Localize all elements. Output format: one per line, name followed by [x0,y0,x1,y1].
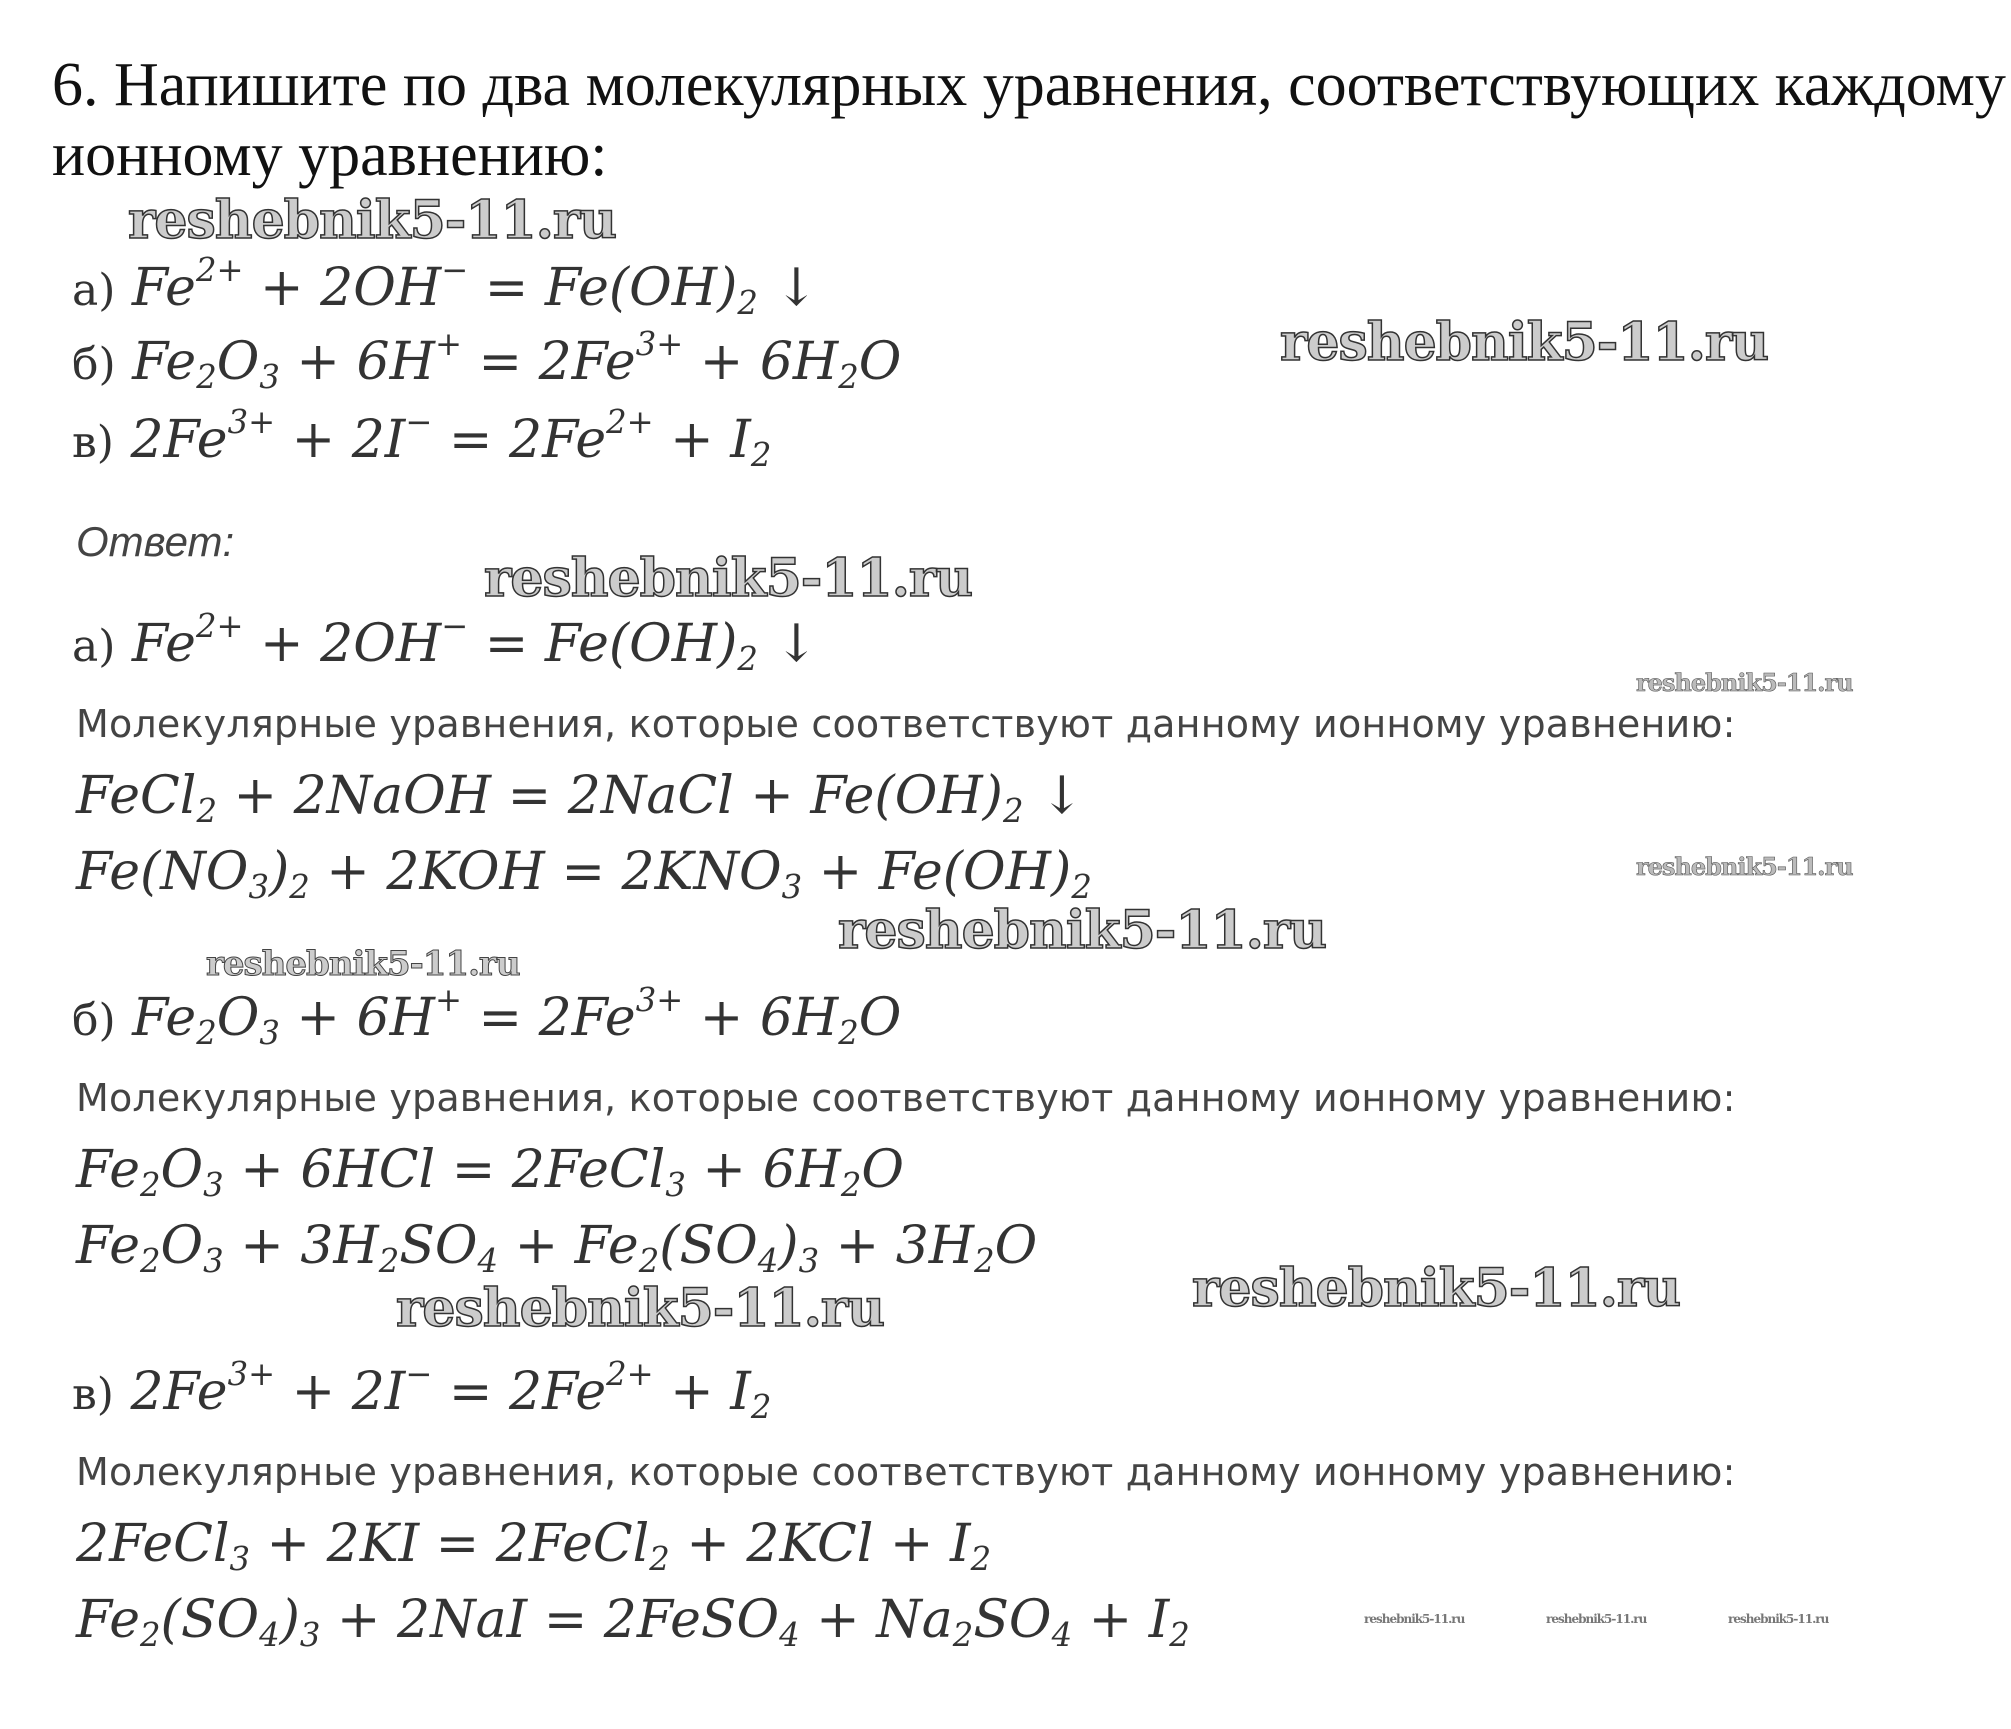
molecular-equation-a2: $Fe(NO_3)_2 + 2KOH = 2KNO_3 + Fe(OH)_2$ [76,842,1092,907]
question-equation-a: а) $Fe^{2+} + 2OH^- = Fe(OH)_2$ ↓ [72,250,819,323]
label-b: б) [72,995,116,1046]
watermark: reshebnik5-11.ru [206,944,520,984]
watermark: reshebnik5-11.ru [1364,1612,1465,1626]
label-v: в) [72,1369,114,1420]
watermark: reshebnik5-11.ru [1728,1612,1829,1626]
molecular-equation-b2: $Fe_2O_3 + 3H_2SO_4 + Fe_2(SO_4)_3 + 3H_2O$ [76,1216,1038,1281]
watermark: reshebnik5-11.ru [1636,852,1853,881]
molecular-intro-v: Молекулярные уравнения, которые соответствуют данному ионному уравнению: [76,1450,1736,1494]
molecular-equation-v2: $Fe_2(SO_4)_3 + 2NaI$ = 2FeSO$_4$ + $Na_2SO_4 + I_2$ [76,1590,1190,1655]
task-text-line1: 6. Напишите по два молекулярных уравнения, соответствующих каждому [52,51,2006,119]
molecular-intro-a: Молекулярные уравнения, которые соответствуют данному ионному уравнению: [76,702,1736,746]
watermark: reshebnik5-11.ru [1280,312,1769,373]
answer-equation-v: в) $2Fe^{3+} + 2I^- = 2Fe^{2+} + I_2$ [72,1354,772,1427]
answer-equation-b: б) $Fe_2O_3 + 6H^+ = 2Fe^{3+} + 6H_2O$ [72,980,902,1053]
molecular-equation-v1: 2FeCl$_3$ + 2KI = 2FeCl$_2$ + $2KCl + I_2$ [76,1514,992,1579]
answer-equation-a: а) $Fe^{2+} + 2OH^- = Fe(OH)_2$ ↓ [72,606,819,679]
label-a: а) [72,265,116,316]
task-text-line2: ионному уравнению: [52,121,608,189]
label-v: в) [72,417,114,468]
answer-label: Ответ: [76,518,235,565]
watermark: reshebnik5-11.ru [396,1278,885,1339]
watermark: reshebnik5-11.ru [838,900,1327,961]
question-equation-v: в) $2Fe^{3+} + 2I^- = 2Fe^{2+} + I_2$ [72,402,772,475]
watermark: reshebnik5-11.ru [128,190,617,251]
label-a: а) [72,621,116,672]
question-equation-b: б) $Fe_2O_3 + 6H^+ = 2Fe^{3+} + 6H_2O$ [72,324,902,397]
molecular-equation-b1: $Fe_2O_3 + 6HCl$ = 2FeCl$_3$ + $6H_2O$ [76,1140,905,1205]
watermark: reshebnik5-11.ru [1546,1612,1647,1626]
watermark: reshebnik5-11.ru [1636,668,1853,697]
label-b: б) [72,339,116,390]
molecular-intro-b: Молекулярные уравнения, которые соответствуют данному ионному уравнению: [76,1076,1736,1120]
watermark: reshebnik5-11.ru [484,548,973,609]
watermark: reshebnik5-11.ru [1192,1258,1681,1319]
molecular-equation-a1: FeCl$_2$ + 2NaOH = 2NaCl + $Fe(OH)_2$ ↓ [76,766,1084,831]
